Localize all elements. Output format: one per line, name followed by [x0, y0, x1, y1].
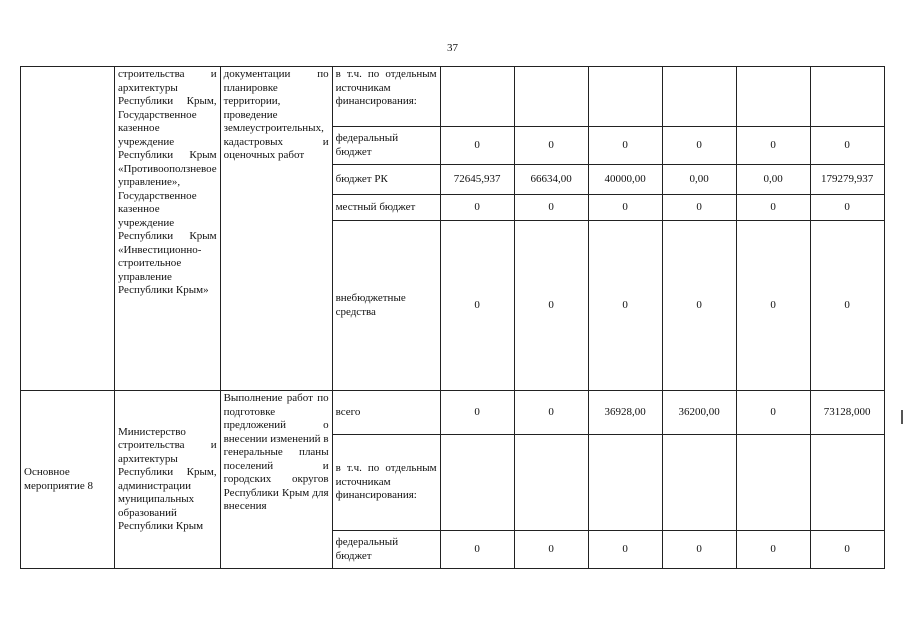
value-cell: 0 — [662, 531, 736, 569]
source-cell: местный бюджет — [332, 195, 440, 221]
value-cell: 0 — [440, 127, 514, 165]
value-cell — [810, 67, 884, 127]
value-cell — [662, 435, 736, 531]
executor-cell: Министерство строительства и архитектуры Республики Крым, администрации муниципальных образований Республики Крым — [115, 391, 221, 569]
page-number: 37 — [447, 42, 458, 54]
value-cell: 0 — [810, 221, 884, 391]
value-cell — [588, 67, 662, 127]
value-cell: 0 — [440, 391, 514, 435]
value-cell: 0 — [514, 531, 588, 569]
value-cell: 0,00 — [662, 165, 736, 195]
activity-cell: Выполнение работ по подготовке предложений о внесении изменений в генеральные планы поселений и городских округов Республики Крым для внесения — [220, 391, 332, 569]
value-cell: 0 — [440, 531, 514, 569]
value-cell — [440, 435, 514, 531]
value-cell — [662, 67, 736, 127]
value-cell: 0 — [514, 391, 588, 435]
value-cell: 0 — [662, 221, 736, 391]
value-cell — [588, 435, 662, 531]
source-cell: внебюджетные средства — [332, 221, 440, 391]
source-cell: в т.ч. по отдельным источникам финансирования: — [332, 435, 440, 531]
financing-table — [20, 66, 885, 569]
value-cell: 0 — [810, 127, 884, 165]
value-cell: 0 — [588, 127, 662, 165]
value-cell: 73128,000 — [810, 391, 884, 435]
value-cell: 0 — [514, 127, 588, 165]
value-cell: 0 — [736, 195, 810, 221]
value-cell: 0 — [514, 221, 588, 391]
value-cell: 179279,937 — [810, 165, 884, 195]
value-cell: 0 — [588, 221, 662, 391]
value-cell: 0 — [662, 127, 736, 165]
value-cell: 0 — [736, 221, 810, 391]
value-cell: 0 — [588, 195, 662, 221]
value-cell: 0 — [810, 195, 884, 221]
activity-cell: документации по планировке территории, проведение землеустроительных, кадастровых и оценочных работ — [220, 67, 332, 391]
table-row — [21, 391, 885, 435]
value-cell — [736, 67, 810, 127]
value-cell — [810, 435, 884, 531]
source-cell: в т.ч. по отдельным источникам финансирования: — [332, 67, 440, 127]
value-cell: 72645,937 — [440, 165, 514, 195]
value-cell: 66634,00 — [514, 165, 588, 195]
value-cell — [440, 67, 514, 127]
executor-cell: строительства и архитектуры Республики Крым, Государственное казенное учреждение Республики Крым «Противооползневое управление», Государственное казенное учреждение Республики Крым «Инвестиционно-строительное управление Республики Крым» — [115, 67, 221, 391]
value-cell: 0 — [736, 531, 810, 569]
value-cell — [514, 435, 588, 531]
value-cell: 40000,00 — [588, 165, 662, 195]
source-cell: всего — [332, 391, 440, 435]
value-cell: 0,00 — [736, 165, 810, 195]
value-cell: 0 — [514, 195, 588, 221]
source-cell: федеральный бюджет — [332, 127, 440, 165]
source-cell: бюджет РК — [332, 165, 440, 195]
source-cell: федеральный бюджет — [332, 531, 440, 569]
scan-edge-mark — [901, 410, 903, 424]
value-cell: 36928,00 — [588, 391, 662, 435]
value-cell — [514, 67, 588, 127]
value-cell — [736, 435, 810, 531]
value-cell: 0 — [736, 391, 810, 435]
measure-cell: Основное мероприятие 8 — [21, 391, 115, 569]
value-cell: 36200,00 — [662, 391, 736, 435]
value-cell: 0 — [736, 127, 810, 165]
value-cell: 0 — [810, 531, 884, 569]
value-cell: 0 — [662, 195, 736, 221]
table-row — [21, 67, 885, 127]
measure-cell — [21, 67, 115, 391]
value-cell: 0 — [440, 195, 514, 221]
value-cell: 0 — [588, 531, 662, 569]
value-cell: 0 — [440, 221, 514, 391]
